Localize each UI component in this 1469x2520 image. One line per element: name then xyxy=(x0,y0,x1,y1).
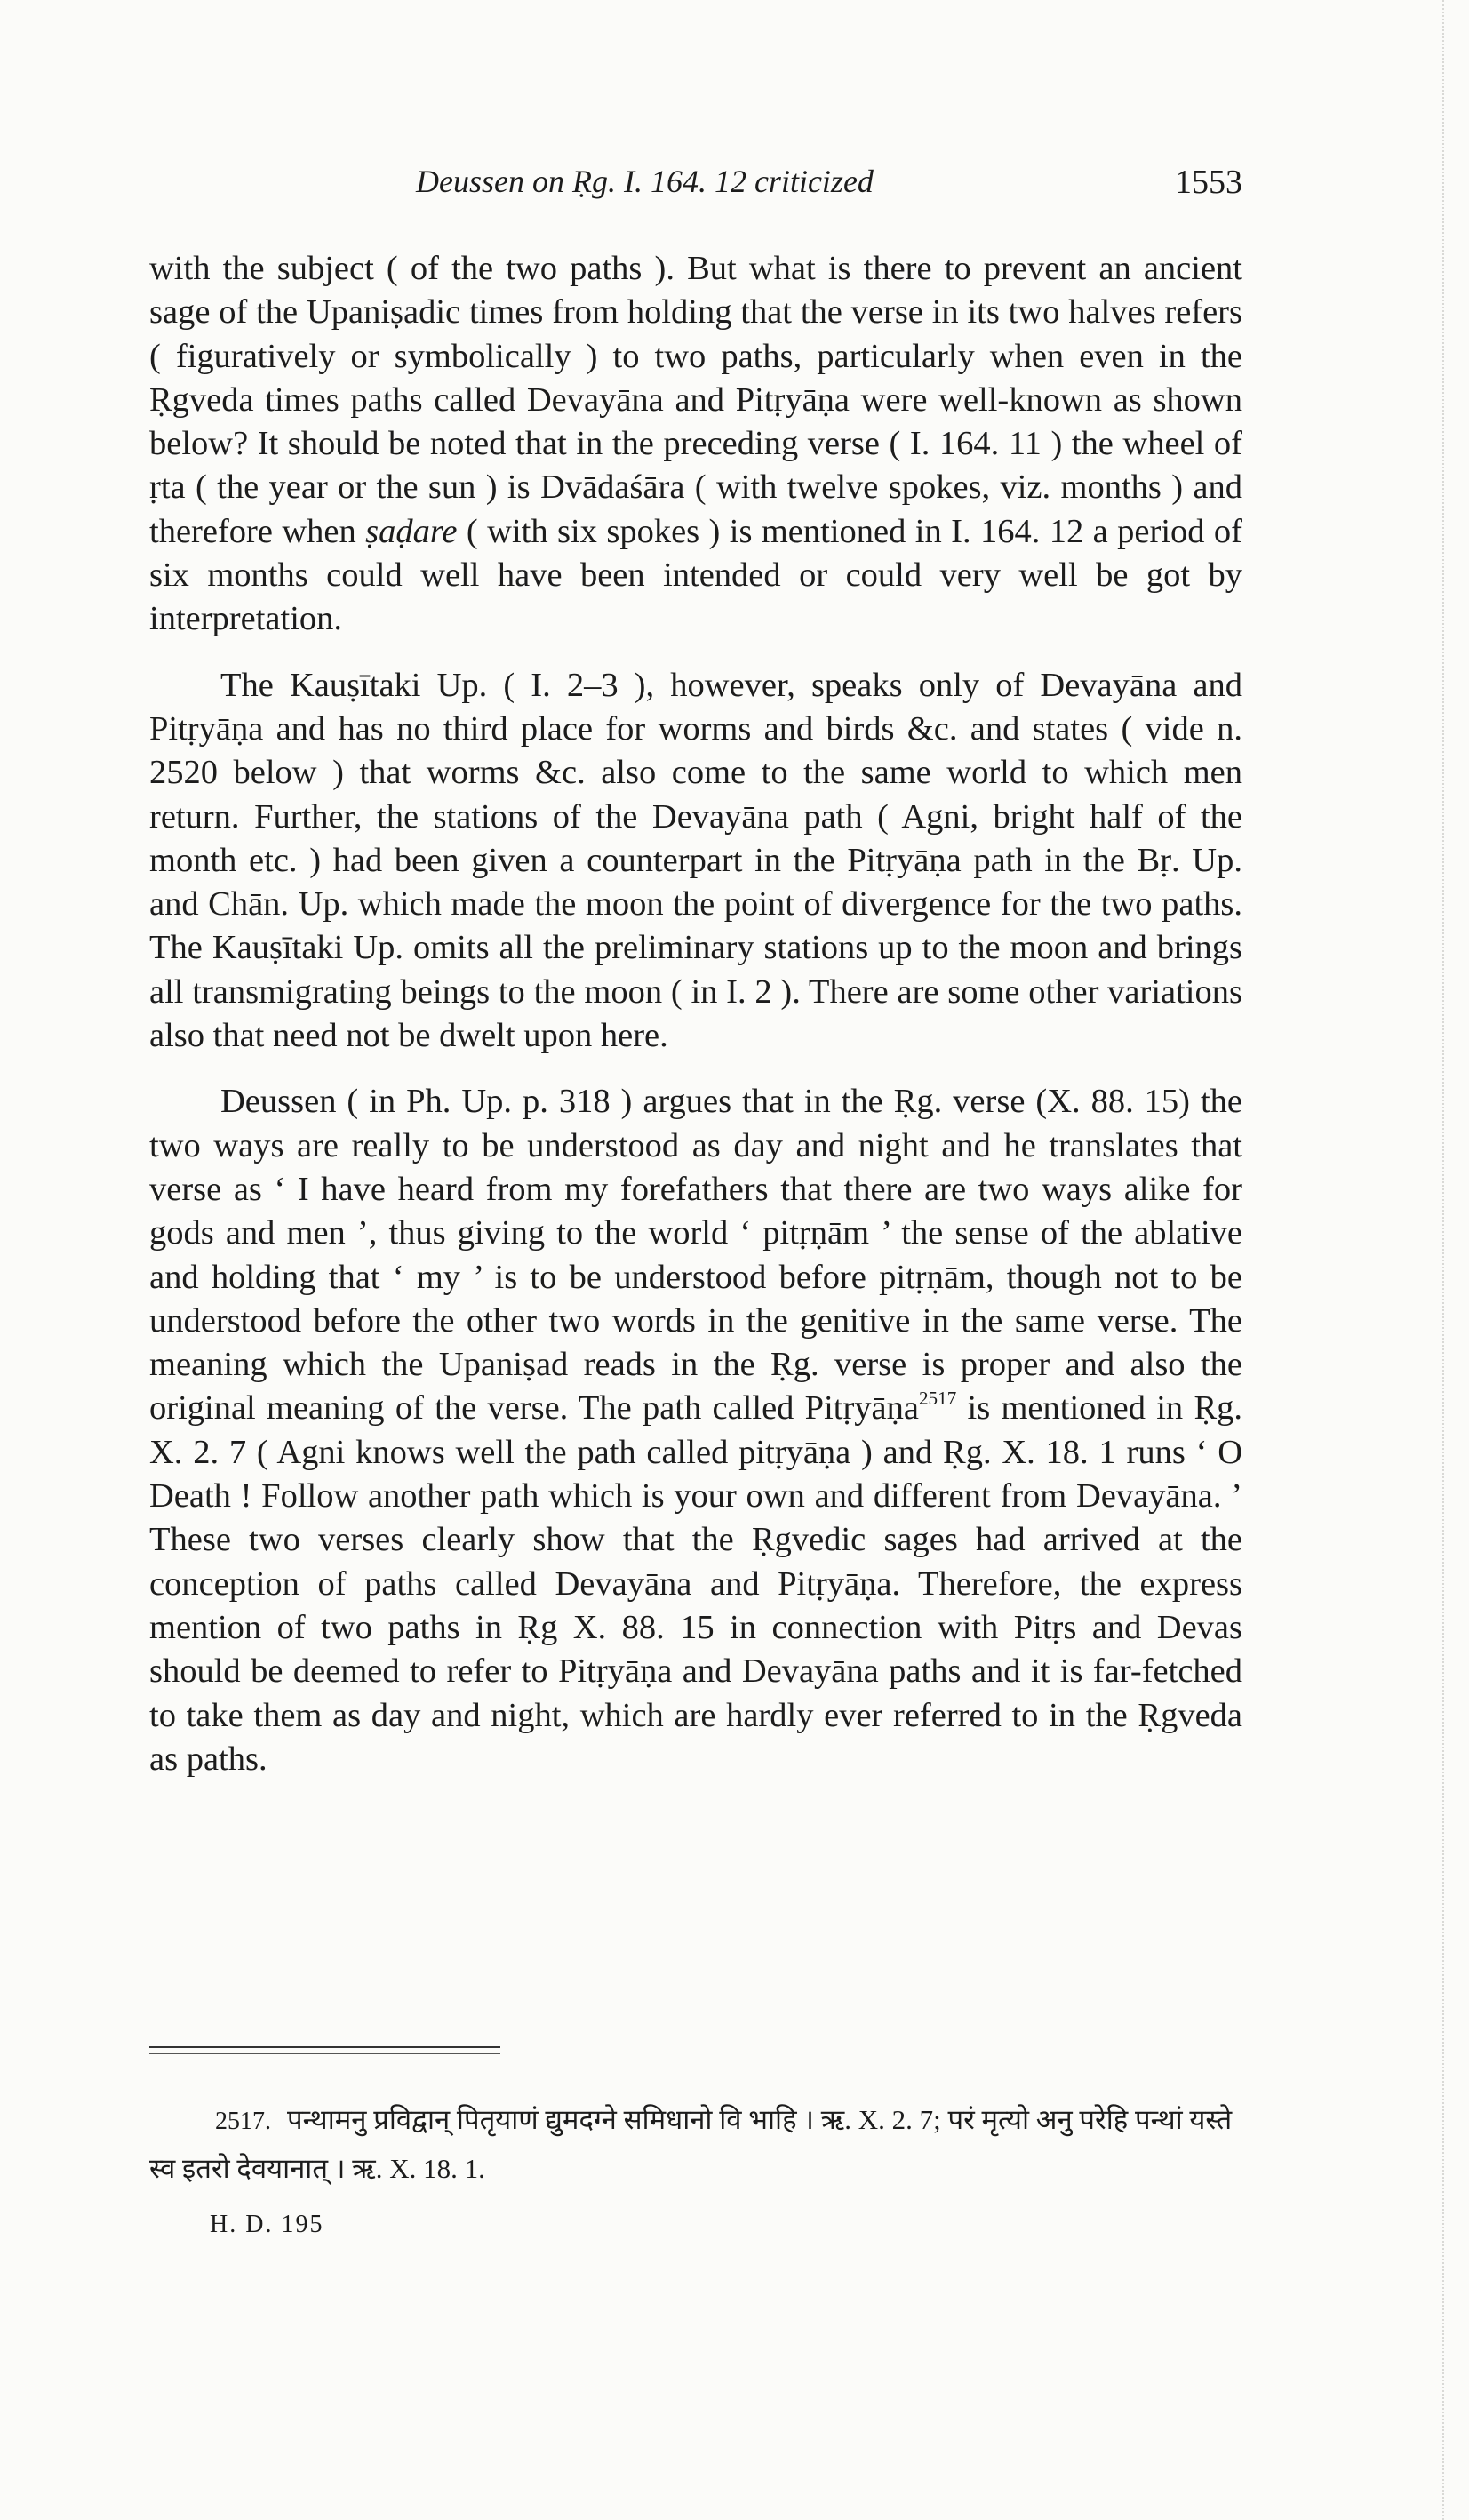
footnote-text: पन्थामनु प्रविद्वान् पितृयाणं द्युमदग्ने समिधानो वि भाहि । ऋ. X. 2. 7; परं मृत्यो अनु परेहि पन्थां यस्ते स्व इतरो देवयानात् । ऋ. X. 18. 1. xyxy=(149,2104,1233,2184)
italic-term: ṣaḍare xyxy=(365,512,458,550)
book-page xyxy=(149,0,1242,2520)
footnote xyxy=(149,2096,1242,2192)
paragraph-1 xyxy=(149,247,1242,642)
paragraph-3-text: Deussen ( in Ph. Up. p. 318 ) argues that in the Ṛg. verse (X. 88. 15) the two ways are really to be understood as day and night and he translates that verse as ‘ I have heard from my forefathers that there are two ways alike for gods and men ’, thus giving to the world ‘ pitṛṇām ’ the sense of the ablative and holding that ‘ my ’ is to be understood before pitṛṇām, though not to be understood before the other two words in the genitive in the same verse. The meaning which the Upaniṣad reads in the Ṛg. verse is proper and also the original meaning of the verse. The path called Pitṛyāṇa xyxy=(149,1083,1242,1428)
body-text xyxy=(149,247,1242,1804)
footnote-ref: 2517 xyxy=(918,1388,957,1410)
footnote-number: 2517. xyxy=(215,2108,271,2135)
paragraph-3 xyxy=(149,1080,1242,1781)
paragraph-2: The Kauṣītaki Up. ( I. 2–3 ), however, speaks only of Devayāna and Pitṛyāṇa and has no third place for worms and birds &c. and states ( vide n. 2520 below ) that worms &c. also come to the same world to which men return. Further, the stations of the Devayāna path ( Agni, bright half of the month etc. ) had been given a counterpart in the Pitṛyāṇa path in the Bṛ. Up. and Chān. Up. which made the moon the point of divergence for the two paths. The Kauṣītaki Up. omits all the preliminary stations up to the moon and brings all transmigrating beings to the moon ( in I. 2 ). There are some other variations also that need not be dwelt upon here. xyxy=(149,666,1242,1055)
footnote-rule-secondary xyxy=(149,2053,500,2054)
paragraph-1-text-cont: ( with six spokes ) is mentioned in I. 164. 12 a period of six months could well have been intended or could very well be got by interpretation. xyxy=(149,512,1242,638)
footnote-rule xyxy=(149,2046,500,2048)
page-number: 1553 xyxy=(1175,164,1242,201)
paragraph-1-text: with the subject ( of the two paths ). But what is there to prevent an ancient sage of the Upaniṣadic times from holding that the verse in its two halves refers ( figuratively or symbolically ) to two paths, particularly when even in the Ṛgveda times paths called Devayāna and Pitṛyāṇa were well-known as shown below? It should be noted that in the preceding verse ( I. 164. 11 ) the wheel of ṛta ( the year or the sun ) is Dvādaśāra ( with twelve spokes, viz. months ) and therefore when xyxy=(149,250,1242,550)
scan-edge-line xyxy=(1442,0,1444,2520)
paragraph-3-text-cont: is mentioned in Ṛg. X. 2. 7 ( Agni knows well the path called pitṛyāṇa ) and Ṛg. X. 18. 1 runs ‘ O Death ! Follow another path which is your own and different from Devayāna. ’ These two verses clearly show that the Ṛgvedic sages had arrived at the conception of paths called Devayāna and Pitṛyāṇa. Therefore, the express mention of two paths in Ṛg X. 88. 15 in connection with Pitṛs and Devas should be deemed to refer to Pitṛyāṇa and Devayāna paths and it is far-fetched to take them as day and night, which are hardly ever referred to in the Ṛgveda as paths. xyxy=(149,1389,1242,1778)
running-title: Deussen on Ṛg. I. 164. 12 criticized xyxy=(416,164,874,199)
running-head xyxy=(149,163,1242,207)
printer-mark: H. D. 195 xyxy=(210,2211,324,2238)
